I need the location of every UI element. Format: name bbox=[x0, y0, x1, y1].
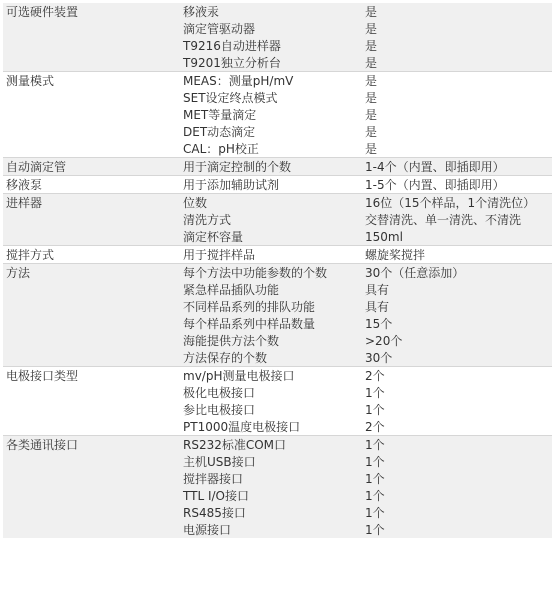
spec-row bbox=[3, 3, 552, 20]
value-cell: 1个 bbox=[362, 504, 552, 521]
spec-row bbox=[3, 228, 552, 246]
parameter-cell: mv/pH测量电极接口 bbox=[180, 367, 362, 385]
value-cell: 是 bbox=[362, 37, 552, 54]
value-cell: 1-4个（内置、即插即用） bbox=[362, 158, 552, 176]
value-cell: 是 bbox=[362, 72, 552, 90]
spec-row bbox=[3, 194, 552, 212]
category-cell bbox=[3, 54, 180, 72]
spec-row bbox=[3, 453, 552, 470]
value-cell: 1个 bbox=[362, 521, 552, 538]
parameter-cell: MEAS：测量pH/mV bbox=[180, 72, 362, 90]
category-cell: 方法 bbox=[3, 264, 180, 282]
parameter-cell: RS485接口 bbox=[180, 504, 362, 521]
spec-row bbox=[3, 54, 552, 72]
value-cell: 具有 bbox=[362, 298, 552, 315]
category-cell bbox=[3, 211, 180, 228]
value-cell: 是 bbox=[362, 54, 552, 72]
parameter-cell: PT1000温度电极接口 bbox=[183, 420, 301, 434]
value-cell: 1个 bbox=[362, 453, 552, 470]
value-cell: 1个 bbox=[365, 403, 385, 417]
category-cell bbox=[3, 384, 180, 401]
parameter-cell: 移液汞 bbox=[180, 3, 362, 20]
category-cell bbox=[3, 470, 180, 487]
value-cell: 150ml bbox=[362, 228, 552, 246]
spec-row bbox=[3, 246, 552, 264]
parameter-cell: 滴定管驱动器 bbox=[180, 20, 362, 37]
parameter-cell: CAL：pH校正 bbox=[183, 142, 259, 156]
category-cell bbox=[3, 332, 180, 349]
parameter-cell: 搅拌器接口 bbox=[180, 470, 362, 487]
parameter-cell: 位数 bbox=[180, 194, 362, 212]
parameter-cell: 紧急样品插队功能 bbox=[180, 281, 362, 298]
value-cell: 1个 bbox=[365, 386, 385, 400]
spec-row bbox=[3, 211, 552, 228]
value-cell: 30个（任意添加） bbox=[362, 264, 552, 282]
parameter-cell: 主机USB接口 bbox=[180, 453, 362, 470]
category-cell bbox=[3, 504, 180, 521]
value-cell: 是 bbox=[362, 3, 552, 20]
category-cell bbox=[3, 401, 180, 418]
spec-row bbox=[3, 176, 552, 194]
spec-row bbox=[3, 106, 552, 123]
value-cell: 1个 bbox=[362, 470, 552, 487]
spec-row bbox=[3, 72, 552, 90]
parameter-cell: TTL I/O接口 bbox=[180, 487, 362, 504]
value-cell: 1个 bbox=[362, 487, 552, 504]
spec-row bbox=[3, 281, 552, 298]
value-cell: 是 bbox=[365, 108, 378, 122]
spec-row bbox=[3, 37, 552, 54]
spec-row bbox=[3, 332, 552, 349]
spec-row bbox=[3, 487, 552, 504]
value-cell: 2个 bbox=[365, 420, 385, 434]
value-cell: 是 bbox=[365, 91, 378, 105]
value-cell: 1-5个（内置、即插即用） bbox=[362, 176, 552, 194]
parameter-cell: 每个方法中功能参数的个数 bbox=[180, 264, 362, 282]
parameter-cell: 用于添加辅助试剂 bbox=[180, 176, 362, 194]
category-cell bbox=[3, 20, 180, 37]
spec-row bbox=[3, 315, 552, 332]
parameter-cell: 极化电极接口 bbox=[183, 386, 256, 400]
value-cell: 1个 bbox=[362, 436, 552, 454]
spec-row bbox=[3, 436, 552, 454]
spec-row bbox=[3, 140, 552, 158]
category-cell: 电极接口类型 bbox=[3, 367, 180, 385]
spec-row bbox=[3, 521, 552, 538]
parameter-cell: DET动态滴定 bbox=[183, 125, 256, 139]
parameter-cell: 电源接口 bbox=[180, 521, 362, 538]
category-cell bbox=[3, 315, 180, 332]
parameter-cell: T9201独立分析台 bbox=[180, 54, 362, 72]
spec-row bbox=[3, 89, 552, 106]
spec-row bbox=[3, 298, 552, 315]
value-cell: 螺旋桨搅拌 bbox=[362, 246, 552, 264]
parameter-cell: 用于搅拌样品 bbox=[180, 246, 362, 264]
category-cell bbox=[3, 281, 180, 298]
spec-row bbox=[3, 158, 552, 176]
value-cell: 15个 bbox=[362, 315, 552, 332]
parameter-cell: 清洗方式 bbox=[180, 211, 362, 228]
parameter-cell: 滴定杯容量 bbox=[180, 228, 362, 246]
category-cell bbox=[3, 487, 180, 504]
category-cell: 搅拌方式 bbox=[3, 246, 180, 264]
value-cell: 是 bbox=[365, 142, 378, 156]
spec-row bbox=[3, 264, 552, 282]
category-cell: 各类通讯接口 bbox=[3, 436, 180, 454]
category-cell: 进样器 bbox=[3, 194, 180, 212]
value-cell: >20个 bbox=[362, 332, 552, 349]
spec-table-body bbox=[3, 3, 552, 538]
category-cell bbox=[3, 123, 180, 140]
parameter-cell: 海能提供方法个数 bbox=[180, 332, 362, 349]
category-cell: 测量模式 bbox=[3, 72, 180, 90]
value-cell: 2个 bbox=[362, 367, 552, 385]
value-cell: 具有 bbox=[362, 281, 552, 298]
category-cell bbox=[3, 349, 180, 367]
spec-row bbox=[3, 349, 552, 367]
value-cell: 是 bbox=[365, 125, 378, 139]
parameter-cell: 方法保存的个数 bbox=[180, 349, 362, 367]
category-cell bbox=[3, 89, 180, 106]
value-cell: 交替清洗、单一清洗、不清洗 bbox=[362, 211, 552, 228]
parameter-cell: SET设定终点模式 bbox=[183, 91, 278, 105]
category-cell bbox=[3, 453, 180, 470]
category-cell bbox=[3, 418, 180, 436]
category-cell bbox=[3, 106, 180, 123]
spec-table bbox=[3, 3, 552, 538]
spec-row bbox=[3, 123, 552, 140]
category-cell bbox=[3, 37, 180, 54]
parameter-cell: MET等量滴定 bbox=[183, 108, 257, 122]
spec-row bbox=[3, 384, 552, 401]
category-cell bbox=[3, 228, 180, 246]
value-cell: 是 bbox=[362, 20, 552, 37]
category-cell bbox=[3, 298, 180, 315]
spec-row bbox=[3, 470, 552, 487]
category-cell: 可选硬件装置 bbox=[3, 3, 180, 20]
parameter-cell: RS232标准COM口 bbox=[180, 436, 362, 454]
parameter-cell: 参比电极接口 bbox=[183, 403, 256, 417]
spec-row bbox=[3, 401, 552, 418]
category-cell: 移液泵 bbox=[3, 176, 180, 194]
spec-row bbox=[3, 367, 552, 385]
parameter-cell: 不同样品系列的排队功能 bbox=[180, 298, 362, 315]
value-cell: 30个 bbox=[362, 349, 552, 367]
category-cell: 自动滴定管 bbox=[3, 158, 180, 176]
category-cell bbox=[3, 140, 180, 158]
parameter-cell: T9216自动进样器 bbox=[180, 37, 362, 54]
parameter-cell: 用于滴定控制的个数 bbox=[180, 158, 362, 176]
spec-row bbox=[3, 504, 552, 521]
category-cell bbox=[3, 521, 180, 538]
value-cell: 16位（15个样品，1个清洗位） bbox=[362, 194, 552, 212]
spec-row bbox=[3, 20, 552, 37]
parameter-cell: 每个样品系列中样品数量 bbox=[180, 315, 362, 332]
spec-row bbox=[3, 418, 552, 436]
